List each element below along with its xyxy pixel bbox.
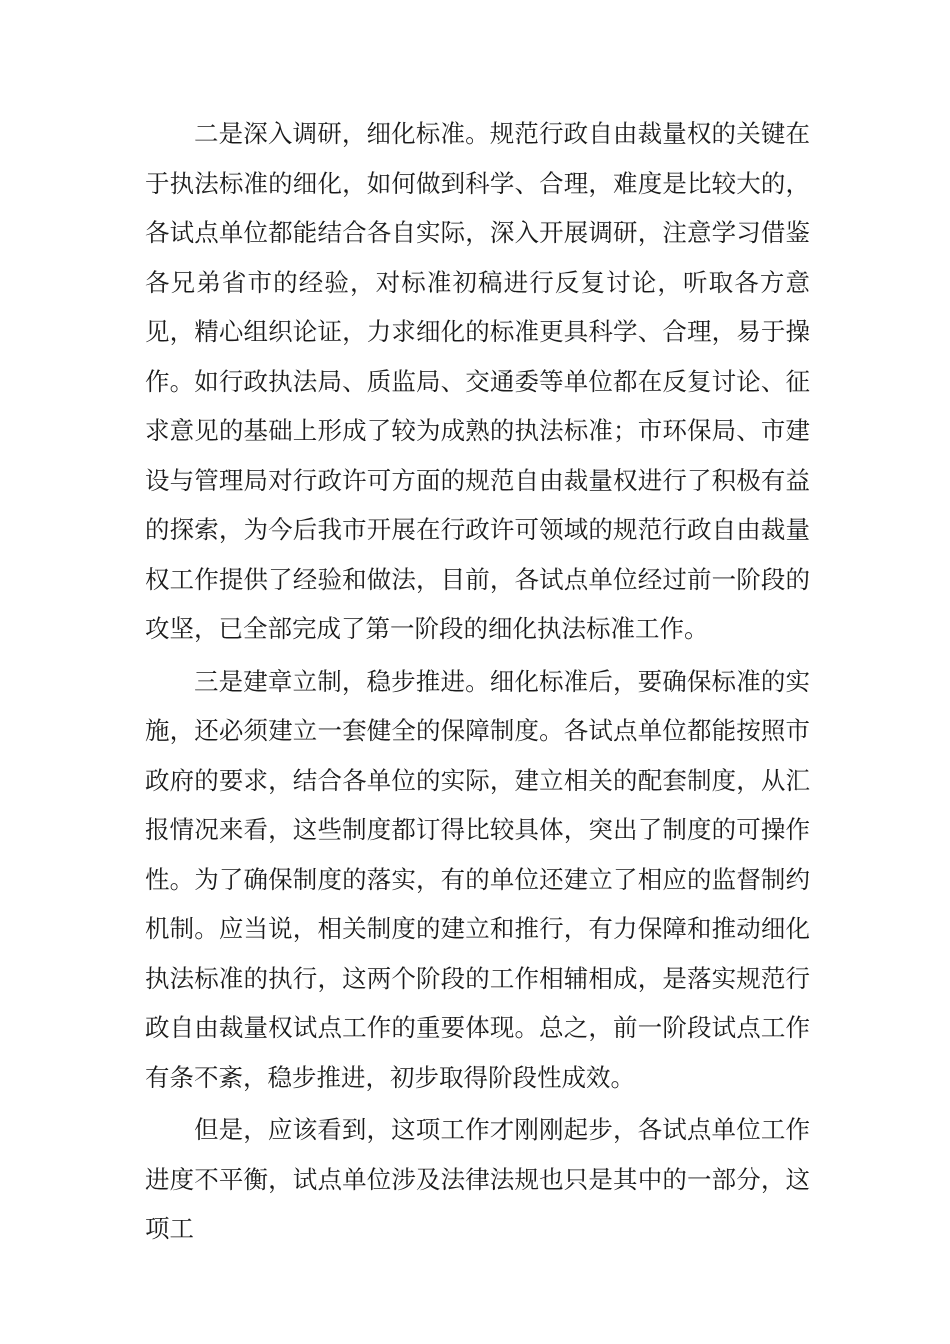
paragraph-research-standards: 二是深入调研，细化标准。规范行政自由裁量权的关键在于执法标准的细化，如何做到科学、合理，难度是比较大的，各试点单位都能结合各自实际，深入开展调研，注意学习借鉴各兄弟省市的经验，对标准初稿进行反复讨论，听取各方意见，精心组织论证，力求细化的标准更具科学、合理，易于操作。如行政执法局、质监局、交通委等单位都在反复讨论、征求意见的基础上形成了较为成熟的执法标准；市环保局、市建设与管理局对行政许可方面的规范自由裁量权进行了积极有益的探索，为今后我市开展在行政许可领域的规范行政自由裁量权工作提供了经验和做法，目前，各试点单位经过前一阶段的攻坚，已全部完成了第一阶段的细化执法标准工作。: [145, 119, 810, 643]
paragraph-however: 但是，应该看到，这项工作才刚刚起步，各试点单位工作进度不平衡，试点单位涉及法律法规也只是其中的一部分，这项工: [145, 1115, 810, 1243]
paragraph-institution-building: 三是建章立制，稳步推进。细化标准后，要确保标准的实施，还必须建立一套健全的保障制度。各试点单位都能按照市政府的要求，结合各单位的实际，建立相关的配套制度，从汇报情况来看，这些制度都订得比较具体，突出了制度的可操作性。为了确保制度的落实，有的单位还建立了相应的监督制约机制。应当说，相关制度的建立和推行，有力保障和推动细化执法标准的执行，这两个阶段的工作相辅相成，是落实规范行政自由裁量权试点工作的重要体现。总之，前一阶段试点工作有条不紊，稳步推进，初步取得阶段性成效。: [145, 666, 810, 1092]
document-body: [145, 109, 810, 1254]
